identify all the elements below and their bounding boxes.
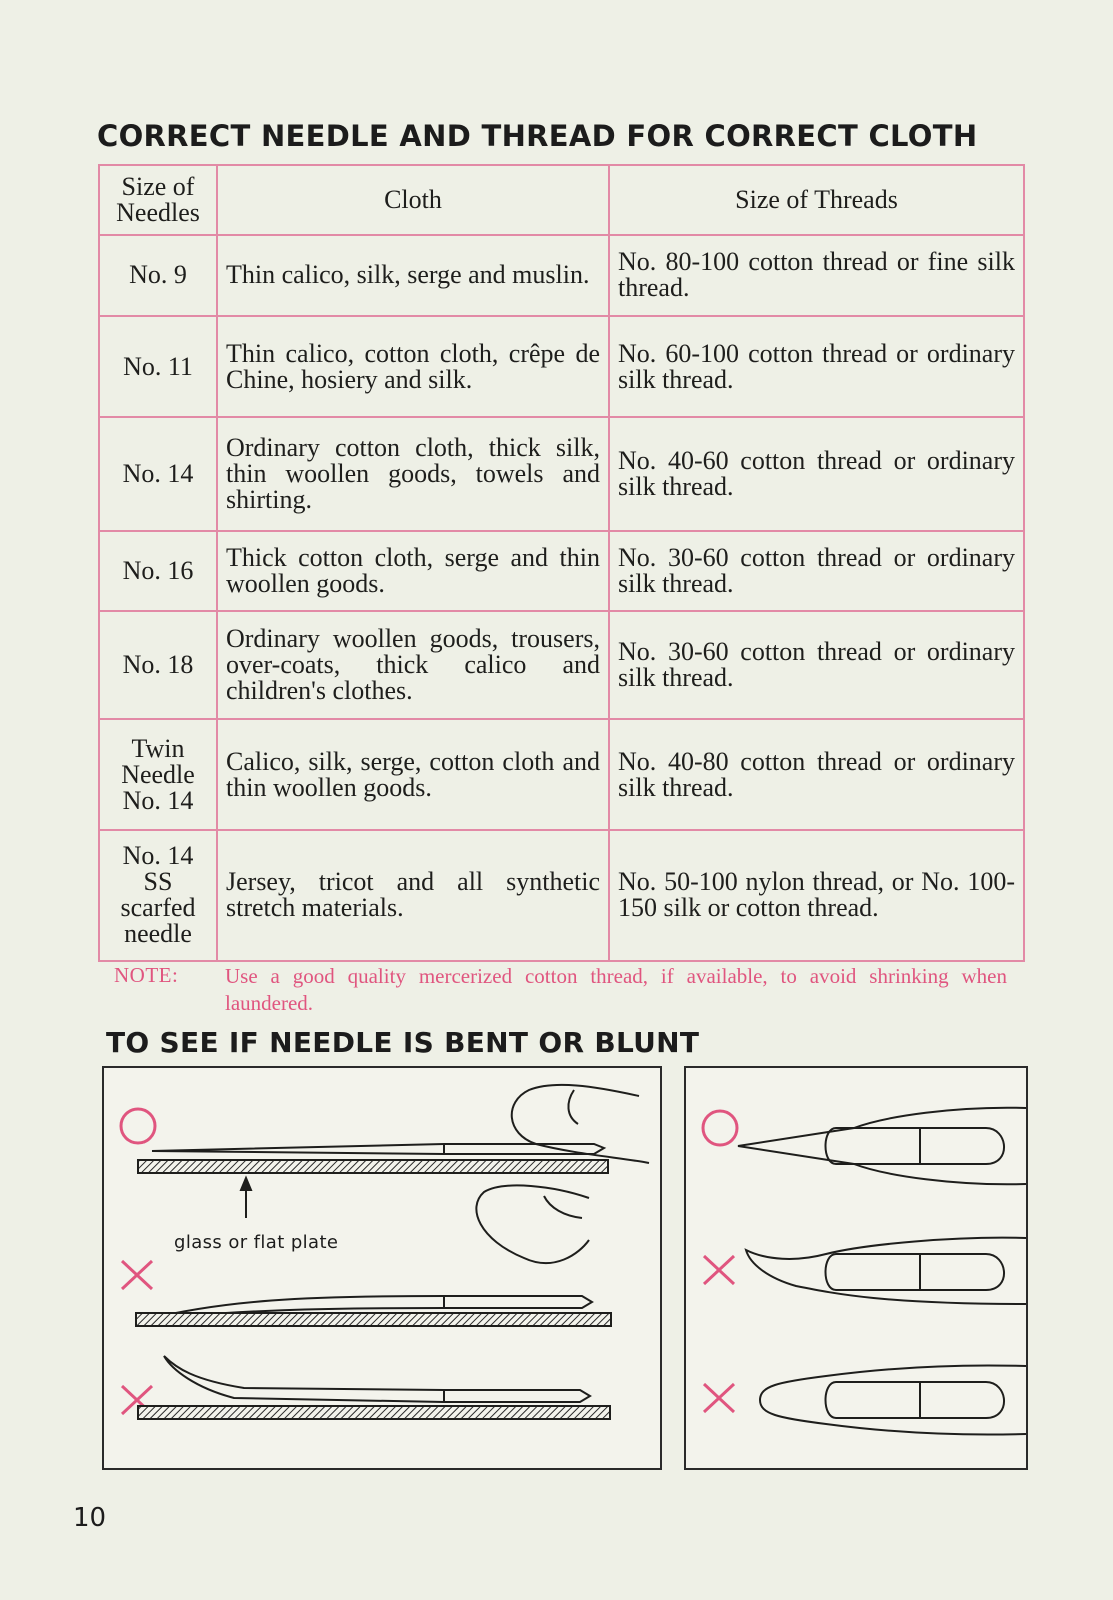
needle-points-drawing [686, 1068, 1026, 1468]
table-row [99, 235, 1024, 317]
table-row [99, 316, 1024, 416]
column-header-size-of-threads: Size of Threads [609, 165, 1024, 235]
cloth-cell: Jersey, tricot and all synthetic stretch materials. [217, 830, 609, 961]
column-header-size-of-needles: Size of Needles [99, 165, 217, 235]
section-title-needle-thread: CORRECT NEEDLE AND THREAD FOR CORRECT CLOTH [97, 119, 978, 153]
table-row [99, 830, 1024, 961]
needle-size-cell: No. 18 [99, 611, 217, 719]
illustration-needle-points [684, 1066, 1028, 1470]
needle-size-cell: No. 11 [99, 316, 217, 416]
needle-size-cell: No. 16 [99, 531, 217, 611]
thread-cell: No. 30-60 cotton thread or ordinary silk thread. [609, 611, 1024, 719]
table-row [99, 719, 1024, 829]
thread-cell: No. 60-100 cotton thread or ordinary silk thread. [609, 316, 1024, 416]
cloth-cell: Thick cotton cloth, serge and thin woollen goods. [217, 531, 609, 611]
table-row [99, 531, 1024, 611]
thread-cell: No. 50-100 nylon thread, or No. 100-150 silk or cotton thread. [609, 830, 1024, 961]
thread-cell: No. 40-60 cotton thread or ordinary silk thread. [609, 417, 1024, 532]
straight-needle-icon [152, 1144, 604, 1154]
page-number: 10 [73, 1503, 107, 1533]
needle-plate-drawing [104, 1068, 660, 1468]
needle-size-cell: No. 9 [99, 235, 217, 317]
blunt-point-icon [760, 1365, 1026, 1434]
table-header-row [99, 165, 1024, 235]
needle-size-cell: Twin Needle No. 14 [99, 719, 217, 829]
needle-size-cell: No. 14 [99, 417, 217, 532]
thread-cell: No. 80-100 cotton thread or fine silk thread. [609, 235, 1024, 317]
section-title-bent-blunt: TO SEE IF NEEDLE IS BENT OR BLUNT [106, 1026, 700, 1059]
cloth-cell: Ordinary woollen goods, trousers, over-coats, thick calico and children's clothes. [217, 611, 609, 719]
cloth-cell: Ordinary cotton cloth, thick silk, thin woollen goods, towels and shirting. [217, 417, 609, 532]
incorrect-cross-icon [122, 1261, 152, 1289]
bent-tip-needle-icon [164, 1356, 590, 1402]
incorrect-cross-icon [704, 1256, 734, 1284]
cloth-cell: Thin calico, cotton cloth, crêpe de Chine, hosiery and silk. [217, 316, 609, 416]
illustration-needle-on-plate [102, 1066, 662, 1470]
correct-circle-icon [121, 1109, 155, 1143]
needle-thread-table [98, 164, 1025, 962]
thread-cell: No. 30-60 cotton thread or ordinary silk thread. [609, 531, 1024, 611]
correct-circle-icon [703, 1111, 737, 1145]
cloth-cell: Thin calico, silk, serge and muslin. [217, 235, 609, 317]
plate-label: glass or flat plate [174, 1232, 339, 1253]
needle-size-cell: No. 14 SS scarfed needle [99, 830, 217, 961]
table-row [99, 611, 1024, 719]
sharp-point-icon [738, 1108, 1026, 1185]
table-row [99, 417, 1024, 532]
cloth-cell: Calico, silk, serge, cotton cloth and thin woollen goods. [217, 719, 609, 829]
note-text: Use a good quality mercerized cotton thread, if available, to avoid shrinking when laundered. [225, 964, 1007, 1015]
finger-icon [512, 1085, 649, 1163]
incorrect-cross-icon [704, 1384, 734, 1412]
hooked-point-icon [746, 1238, 1026, 1304]
note-label: NOTE: [114, 963, 179, 987]
column-header-cloth: Cloth [217, 165, 609, 235]
finger-icon [476, 1185, 589, 1263]
thread-cell: No. 40-80 cotton thread or ordinary silk thread. [609, 719, 1024, 829]
